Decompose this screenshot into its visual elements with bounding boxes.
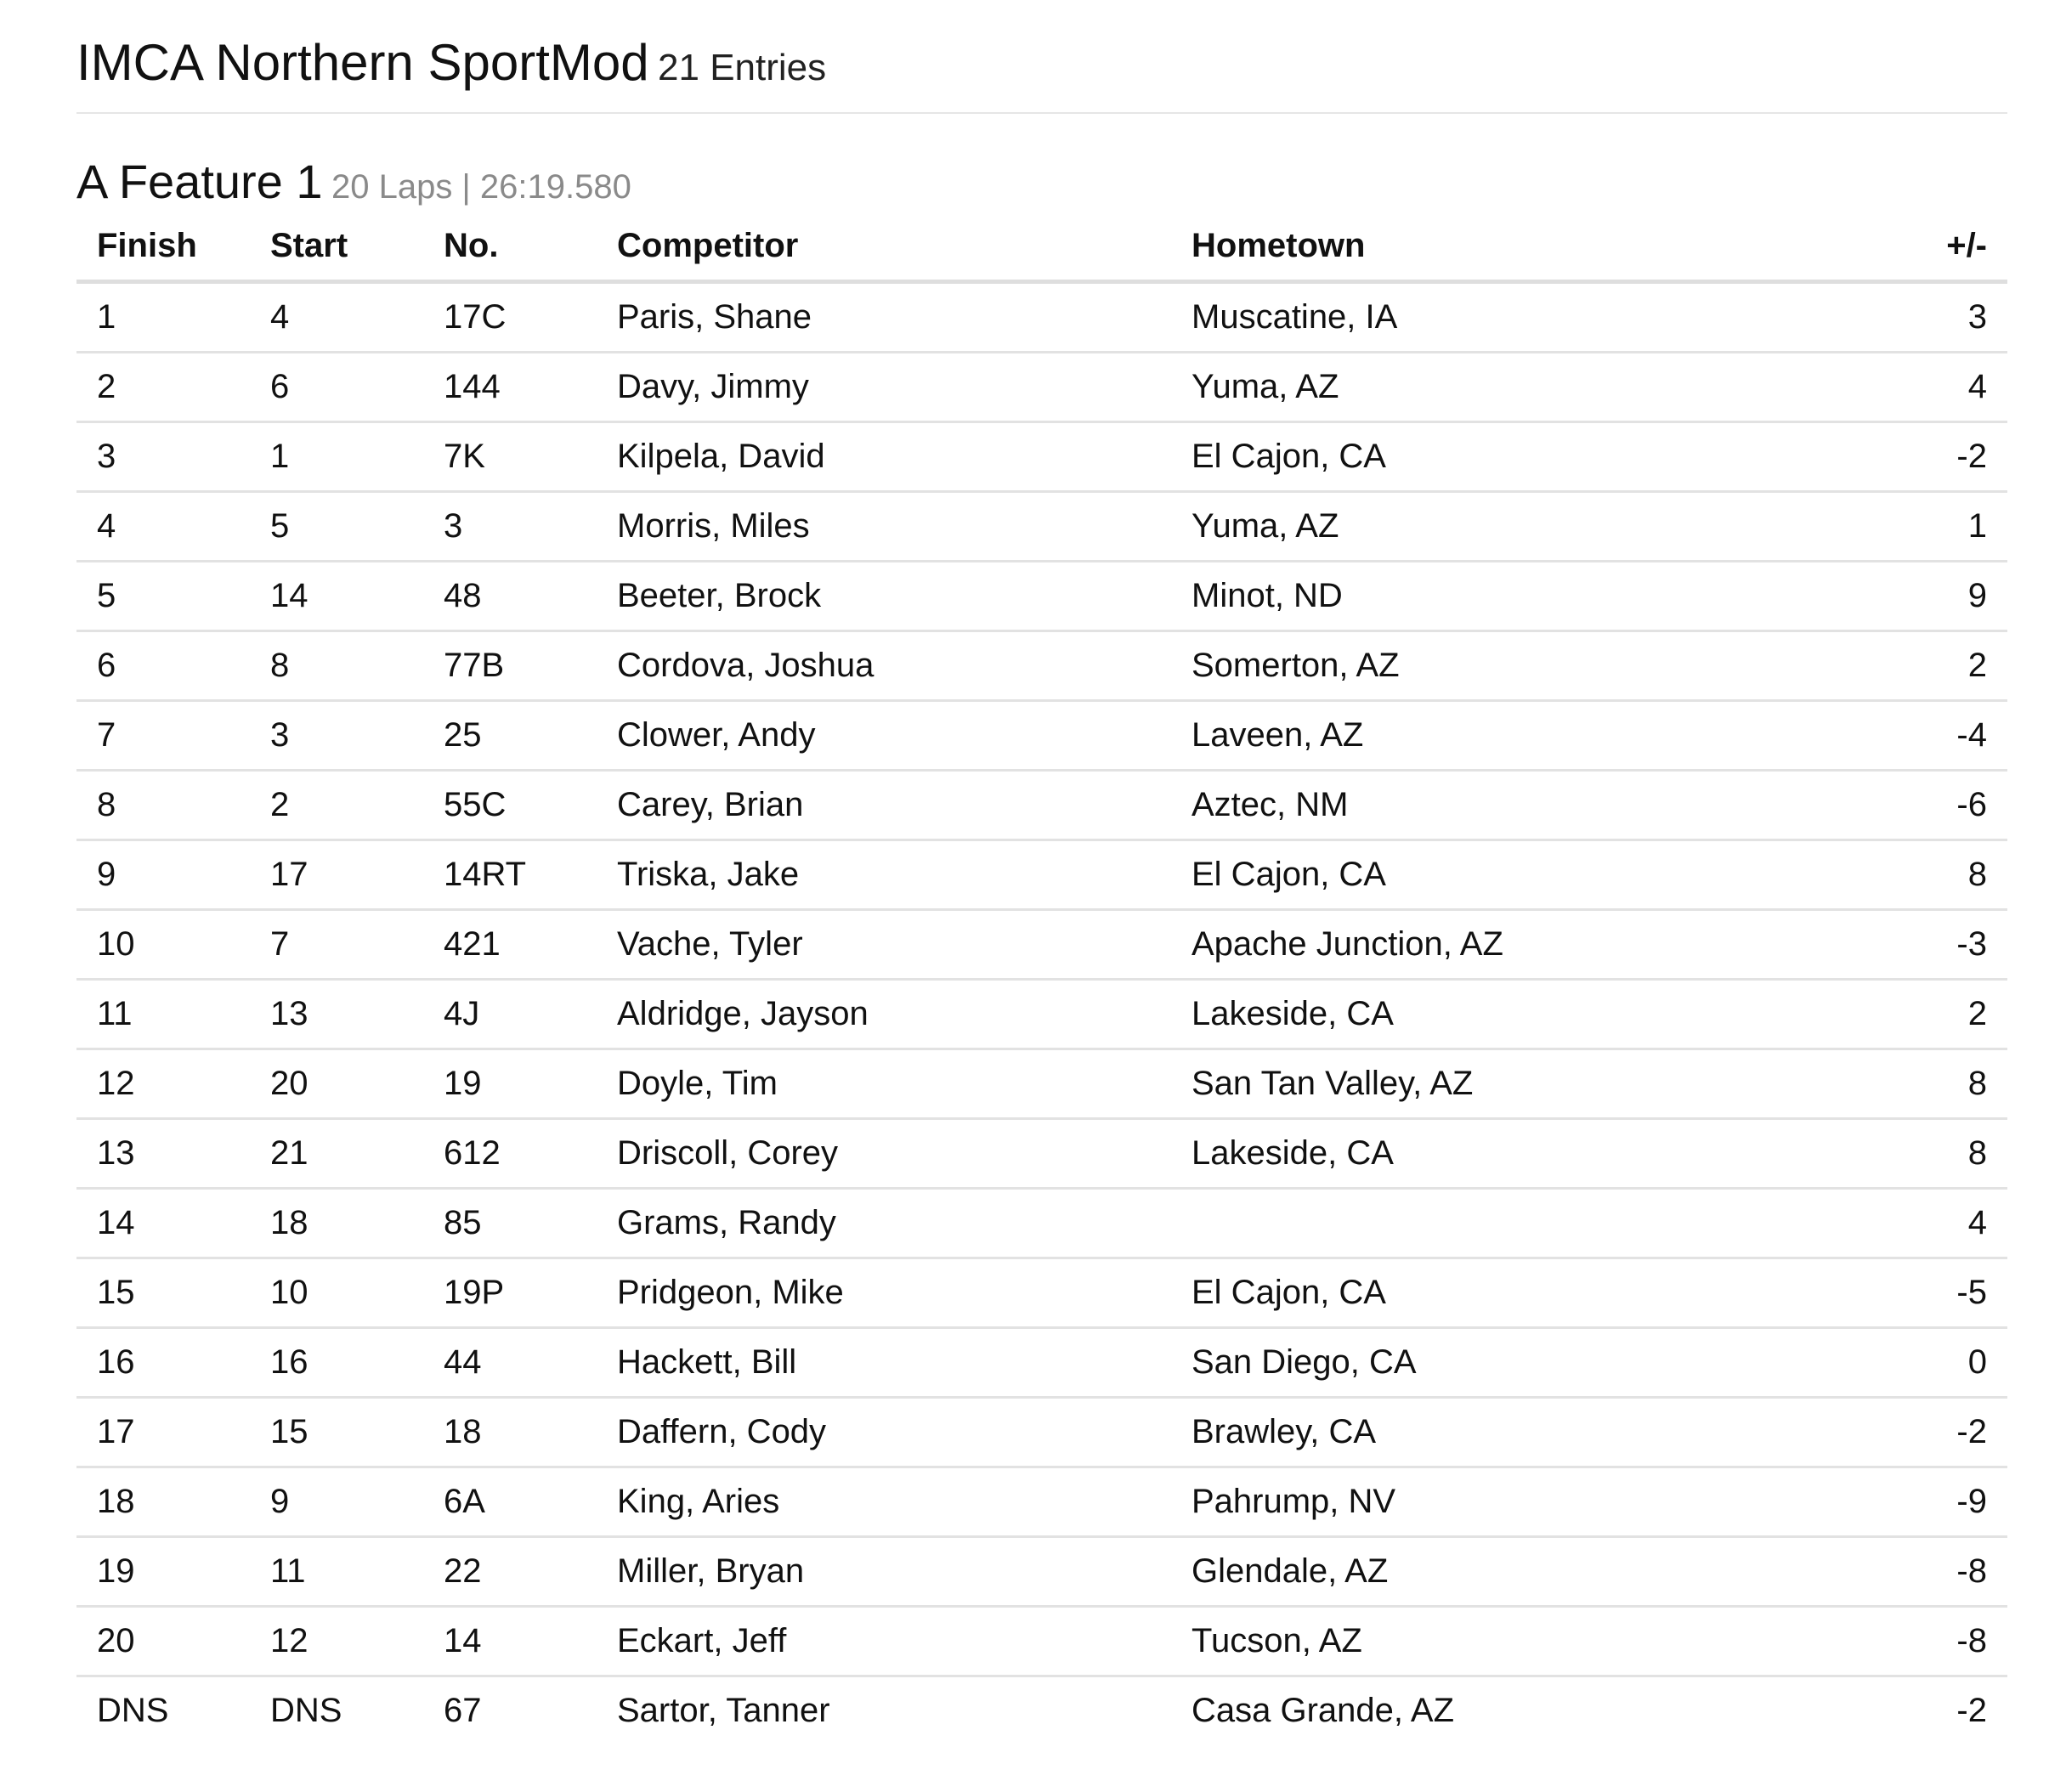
table-row (76, 353, 2007, 422)
race-title: A Feature 1 (76, 155, 323, 208)
table-row (76, 1049, 2007, 1119)
start-cell: 11 (250, 1537, 423, 1607)
competitor-cell[interactable]: Morris, Miles (597, 492, 1171, 562)
table-row (76, 910, 2007, 980)
table-row (76, 1467, 2007, 1537)
competitor-cell[interactable]: Kilpela, David (597, 422, 1171, 492)
start-cell: 3 (250, 701, 423, 771)
start-cell: 17 (250, 840, 423, 910)
start-cell: 4 (250, 282, 423, 353)
table-row (76, 1676, 2007, 1745)
hometown-cell: El Cajon, CA (1171, 1258, 1895, 1328)
column-header-start: Start (250, 212, 423, 282)
plus-minus-cell: -3 (1895, 910, 2007, 980)
hometown-cell: San Diego, CA (1171, 1328, 1895, 1398)
start-cell: 20 (250, 1049, 423, 1119)
hometown-cell: Pahrump, NV (1171, 1467, 1895, 1537)
competitor-cell[interactable]: Triska, Jake (597, 840, 1171, 910)
start-cell: 10 (250, 1258, 423, 1328)
finish-cell: 13 (76, 1119, 250, 1189)
table-row (76, 631, 2007, 701)
finish-cell: 10 (76, 910, 250, 980)
hometown-cell (1171, 1189, 1895, 1258)
hometown-cell: Aztec, NM (1171, 771, 1895, 840)
car-number-cell: 7K (423, 422, 597, 492)
plus-minus-cell: 8 (1895, 840, 2007, 910)
hometown-cell: Apache Junction, AZ (1171, 910, 1895, 980)
start-cell: 21 (250, 1119, 423, 1189)
plus-minus-cell: 0 (1895, 1328, 2007, 1398)
finish-cell: 9 (76, 840, 250, 910)
class-title: IMCA Northern SportMod (76, 34, 649, 91)
finish-cell: 17 (76, 1398, 250, 1467)
competitor-cell[interactable]: Carey, Brian (597, 771, 1171, 840)
start-cell: 18 (250, 1189, 423, 1258)
plus-minus-cell: -2 (1895, 1398, 2007, 1467)
plus-minus-cell: -4 (1895, 701, 2007, 771)
race-meta: 20 Laps | 26:19.580 (331, 168, 631, 206)
competitor-cell[interactable]: Grams, Randy (597, 1189, 1171, 1258)
competitor-cell[interactable]: Doyle, Tim (597, 1049, 1171, 1119)
competitor-cell[interactable]: Pridgeon, Mike (597, 1258, 1171, 1328)
table-row (76, 980, 2007, 1049)
hometown-cell: Glendale, AZ (1171, 1537, 1895, 1607)
race-header (76, 152, 2007, 212)
competitor-cell[interactable]: King, Aries (597, 1467, 1171, 1537)
car-number-cell: 4J (423, 980, 597, 1049)
start-cell: 16 (250, 1328, 423, 1398)
start-cell: 6 (250, 353, 423, 422)
table-row (76, 1119, 2007, 1189)
competitor-cell[interactable]: Driscoll, Corey (597, 1119, 1171, 1189)
start-cell: 7 (250, 910, 423, 980)
table-row (76, 771, 2007, 840)
finish-cell: 6 (76, 631, 250, 701)
plus-minus-cell: 1 (1895, 492, 2007, 562)
plus-minus-cell: -2 (1956, 1692, 1987, 1729)
car-number-cell: 48 (423, 562, 597, 631)
competitor-cell[interactable]: Daffern, Cody (597, 1398, 1171, 1467)
finish-cell: 2 (76, 353, 250, 422)
finish-cell: 14 (76, 1189, 250, 1258)
table-header-row (76, 212, 2007, 282)
plus-minus-cell: -5 (1895, 1258, 2007, 1328)
car-number-cell: 421 (423, 910, 597, 980)
table-row (76, 1607, 2007, 1676)
start-cell: 14 (250, 562, 423, 631)
finish-cell: 11 (76, 980, 250, 1049)
start-cell: 1 (250, 422, 423, 492)
table-row (76, 562, 2007, 631)
car-number-cell: 14 (423, 1607, 597, 1676)
car-number-cell: 14RT (423, 840, 597, 910)
column-header-finish: Finish (76, 212, 250, 282)
table-row (76, 282, 2007, 353)
finish-cell: 3 (76, 422, 250, 492)
finish-cell: 12 (76, 1049, 250, 1119)
start-cell: DNS (270, 1692, 342, 1729)
start-cell: 12 (250, 1607, 423, 1676)
hometown-cell: Laveen, AZ (1171, 701, 1895, 771)
finish-cell: 4 (76, 492, 250, 562)
car-number-cell: 19P (423, 1258, 597, 1328)
finish-cell: 1 (76, 282, 250, 353)
car-number-cell: 85 (423, 1189, 597, 1258)
table-row (76, 840, 2007, 910)
column-header-number: No. (423, 212, 597, 282)
car-number-cell: 55C (423, 771, 597, 840)
car-number-cell: 22 (423, 1537, 597, 1607)
entries-count: 21 Entries (658, 47, 827, 88)
car-number-cell: 17C (423, 282, 597, 353)
car-number-cell: 3 (423, 492, 597, 562)
start-cell: 9 (250, 1467, 423, 1537)
plus-minus-cell: 8 (1895, 1049, 2007, 1119)
plus-minus-cell: -8 (1895, 1607, 2007, 1676)
car-number-cell: 6A (423, 1467, 597, 1537)
plus-minus-cell: 4 (1895, 353, 2007, 422)
hometown-cell: Minot, ND (1171, 562, 1895, 631)
car-number-cell: 144 (423, 353, 597, 422)
results-page (76, 0, 2007, 1744)
hometown-cell: Somerton, AZ (1171, 631, 1895, 701)
car-number-cell: 19 (423, 1049, 597, 1119)
plus-minus-cell: 3 (1895, 282, 2007, 353)
plus-minus-cell: -6 (1895, 771, 2007, 840)
competitor-cell[interactable]: Aldridge, Jayson (597, 980, 1171, 1049)
competitor-cell[interactable]: Vache, Tyler (597, 910, 1171, 980)
hometown-cell: Casa Grande, AZ (1191, 1692, 1455, 1729)
class-header (76, 0, 2007, 114)
hometown-cell: Muscatine, IA (1171, 282, 1895, 353)
finish-cell: 8 (76, 771, 250, 840)
column-header-competitor: Competitor (597, 212, 1171, 282)
start-cell: 13 (250, 980, 423, 1049)
plus-minus-cell: -8 (1895, 1537, 2007, 1607)
table-row (76, 492, 2007, 562)
car-number-cell: 25 (423, 701, 597, 771)
hometown-cell: El Cajon, CA (1171, 840, 1895, 910)
table-row (76, 1328, 2007, 1398)
plus-minus-cell: -2 (1895, 422, 2007, 492)
competitor-cell[interactable]: Miller, Bryan (597, 1537, 1171, 1607)
competitor-cell[interactable]: Beeter, Brock (597, 562, 1171, 631)
car-number-cell: 18 (423, 1398, 597, 1467)
table-row (76, 1537, 2007, 1607)
plus-minus-cell: 2 (1895, 631, 2007, 701)
hometown-cell: Tucson, AZ (1171, 1607, 1895, 1676)
start-cell: 8 (250, 631, 423, 701)
hometown-cell: Lakeside, CA (1171, 1119, 1895, 1189)
car-number-cell: 77B (423, 631, 597, 701)
car-number-cell: 612 (423, 1119, 597, 1189)
start-cell: 5 (250, 492, 423, 562)
plus-minus-cell: -9 (1895, 1467, 2007, 1537)
column-header-hometown: Hometown (1171, 212, 1895, 282)
competitor-cell[interactable]: Hackett, Bill (597, 1328, 1171, 1398)
table-row (76, 1189, 2007, 1258)
hometown-cell: San Tan Valley, AZ (1171, 1049, 1895, 1119)
table-row (76, 1258, 2007, 1328)
start-cell: 15 (250, 1398, 423, 1467)
results-body (76, 282, 2007, 1745)
finish-cell: 16 (76, 1328, 250, 1398)
competitor-cell[interactable]: Clower, Andy (597, 701, 1171, 771)
plus-minus-cell: 2 (1895, 980, 2007, 1049)
car-number-cell: 44 (423, 1328, 597, 1398)
finish-cell: 20 (76, 1607, 250, 1676)
competitor-cell[interactable]: Paris, Shane (597, 282, 1171, 353)
hometown-cell: Brawley, CA (1171, 1398, 1895, 1467)
competitor-cell[interactable]: Sartor, Tanner (617, 1692, 830, 1729)
results-table (76, 212, 2007, 1744)
hometown-cell: Yuma, AZ (1171, 353, 1895, 422)
table-row (76, 701, 2007, 771)
competitor-cell[interactable]: Cordova, Joshua (597, 631, 1171, 701)
start-cell: 2 (250, 771, 423, 840)
finish-cell: 15 (76, 1258, 250, 1328)
car-number-cell: 67 (444, 1692, 482, 1729)
finish-cell: 7 (76, 701, 250, 771)
table-row (76, 1398, 2007, 1467)
plus-minus-cell: 8 (1895, 1119, 2007, 1189)
finish-cell: 5 (76, 562, 250, 631)
table-row (76, 422, 2007, 492)
finish-cell: 18 (76, 1467, 250, 1537)
hometown-cell: Yuma, AZ (1171, 492, 1895, 562)
hometown-cell: El Cajon, CA (1171, 422, 1895, 492)
finish-cell: DNS (97, 1692, 169, 1729)
finish-cell: 19 (76, 1537, 250, 1607)
plus-minus-cell: 4 (1895, 1189, 2007, 1258)
competitor-cell[interactable]: Davy, Jimmy (597, 353, 1171, 422)
competitor-cell[interactable]: Eckart, Jeff (597, 1607, 1171, 1676)
hometown-cell: Lakeside, CA (1171, 980, 1895, 1049)
plus-minus-cell: 9 (1895, 562, 2007, 631)
column-header-plus-minus: +/- (1895, 212, 2007, 282)
